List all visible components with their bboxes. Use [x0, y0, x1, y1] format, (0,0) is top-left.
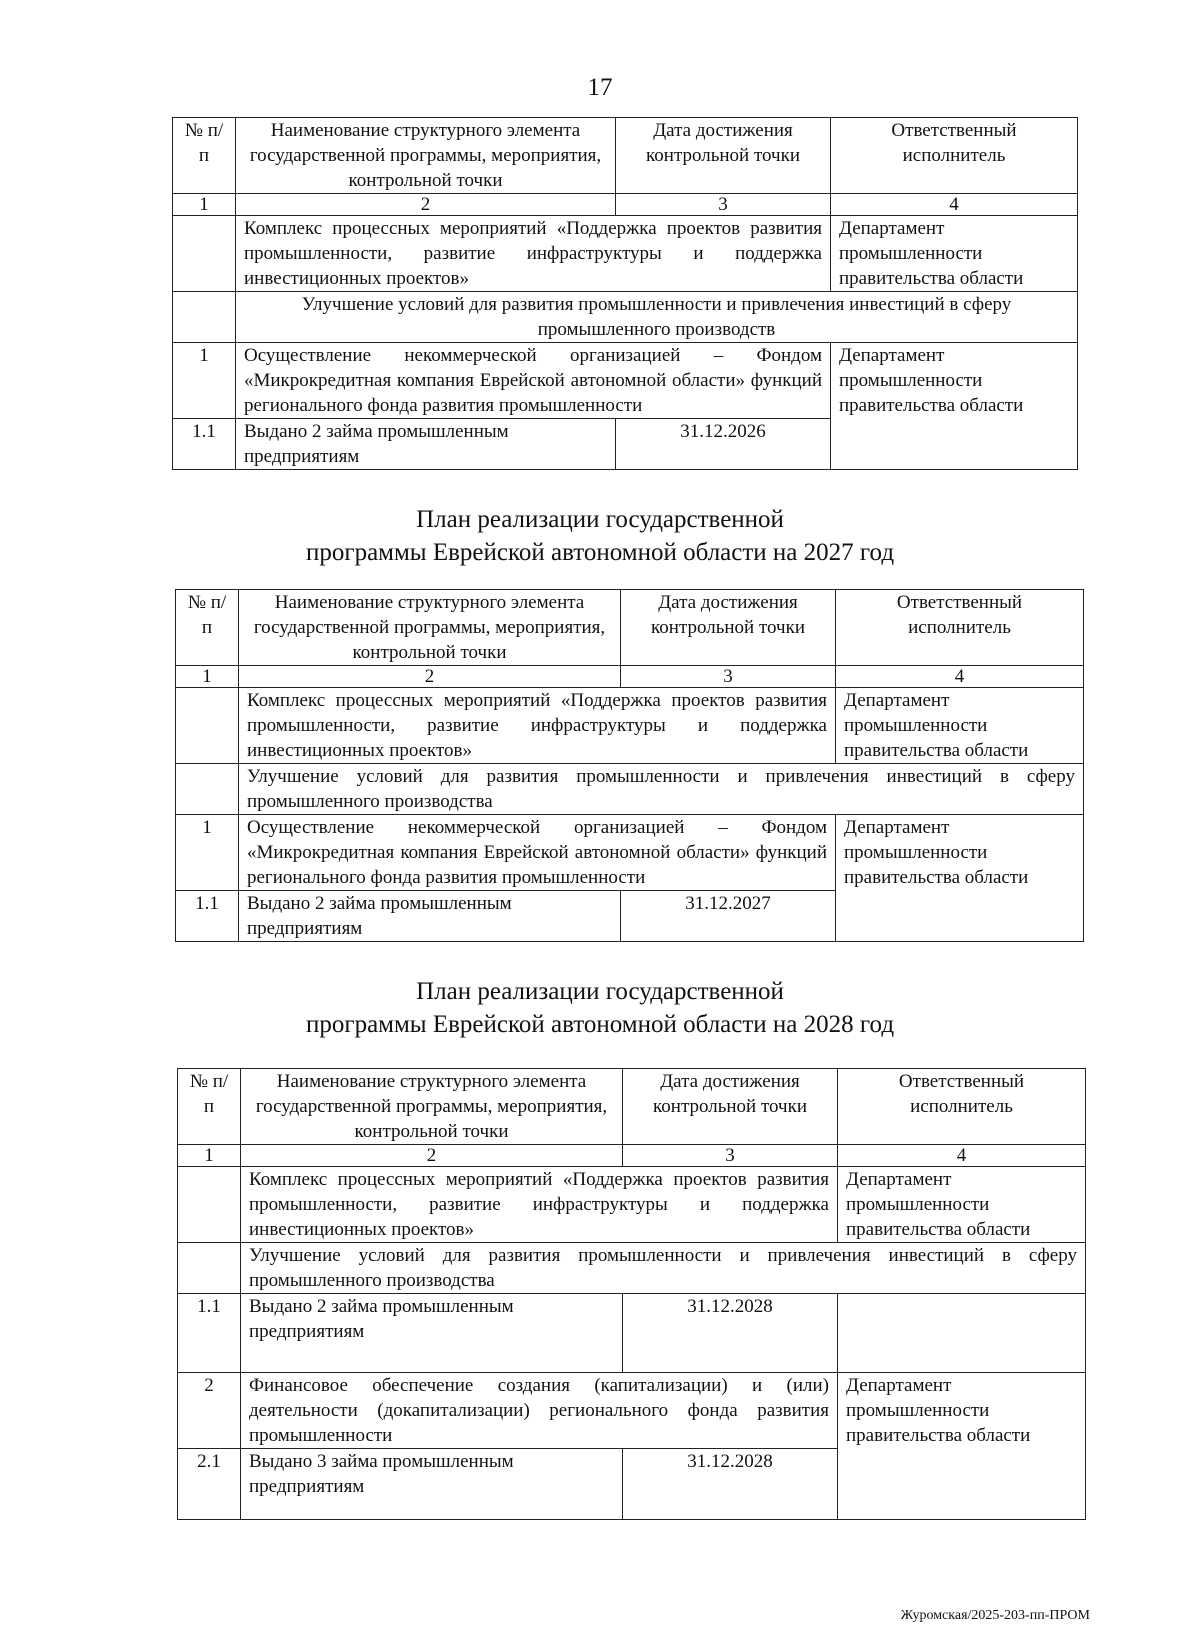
row-number: 1 [173, 343, 236, 419]
table-row [178, 1243, 1086, 1294]
header-date: Дата достижения контрольной точки [621, 590, 836, 666]
header-resp: Ответственный исполнитель [831, 118, 1078, 194]
heading-line: программы Еврейской автономной области на 2028 год [305, 1011, 895, 1038]
checkpoint-name: Выдано 2 займа промышленным предприятиям [236, 419, 616, 470]
index-cell: 1 [176, 666, 239, 688]
table-row [178, 1294, 1086, 1373]
activity-responsible: Департамент промышленности правительства области [838, 1373, 1086, 1520]
table-header-row [173, 118, 1078, 194]
index-cell: 2 [236, 194, 616, 216]
index-cell: 3 [616, 194, 831, 216]
index-cell: 4 [831, 194, 1078, 216]
checkpoint-date: 31.12.2028 [623, 1449, 838, 1520]
heading-line: программы Еврейской автономной области на 2027 год [305, 539, 895, 566]
activity-responsible: Департамент промышленности правительства области [831, 343, 1078, 470]
index-cell: 2 [239, 666, 621, 688]
index-cell: 3 [623, 1145, 838, 1167]
plan-heading-2028 [0, 975, 1200, 1041]
plan-heading-2027 [0, 503, 1200, 569]
task-name: Улучшение условий для развития промышленности и привлечения инвестиций в сферу промышленного производства [239, 764, 1084, 815]
row-number: 1.1 [173, 419, 236, 470]
row-number: 2 [178, 1373, 241, 1449]
complex-name: Комплекс процессных мероприятий «Поддержка проектов развития промышленности, развитие инфраструктуры и поддержка инвестиционных проектов» [241, 1167, 838, 1243]
complex-responsible: Департамент промышленности правительства области [831, 216, 1078, 292]
checkpoint-date: 31.12.2028 [623, 1294, 838, 1373]
header-name: Наименование структурного элемента государственной программы, мероприятия, контрольной точки [239, 590, 621, 666]
complex-responsible: Департамент промышленности правительства области [838, 1167, 1086, 1243]
table-row [176, 688, 1084, 764]
plan-table-2026 [172, 117, 1078, 470]
row-number: 1.1 [176, 891, 239, 942]
checkpoint-name: Выдано 2 займа промышленным предприятиям [241, 1294, 623, 1373]
checkpoint-date: 31.12.2026 [616, 419, 831, 470]
index-cell: 4 [838, 1145, 1086, 1167]
header-num: № п/п [173, 118, 236, 194]
complex-name: Комплекс процессных мероприятий «Поддержка проектов развития промышленности, развитие инфраструктуры и поддержка инвестиционных проектов» [239, 688, 836, 764]
table-row [176, 764, 1084, 815]
document-footer-code: Журомская/2025-203-пп-ПРОМ [900, 1608, 1090, 1623]
activity-responsible: Департамент промышленности правительства области [836, 815, 1084, 942]
header-resp: Ответственный исполнитель [836, 590, 1084, 666]
row-number: 1 [176, 815, 239, 891]
header-num: № п/п [178, 1069, 241, 1145]
row-number: 2.1 [178, 1449, 241, 1520]
checkpoint-name: Выдано 3 займа промышленным предприятиям [241, 1449, 623, 1520]
table-row [173, 292, 1078, 343]
complex-name: Комплекс процессных мероприятий «Поддержка проектов развития промышленности, развитие инфраструктуры и поддержка инвестиционных проектов» [236, 216, 831, 292]
index-cell: 1 [173, 194, 236, 216]
activity-name: Осуществление некоммерческой организацией – Фондом «Микрокредитная компания Еврейской автономной области» функций регионального фонда развития промышленности [236, 343, 831, 419]
header-num: № п/п [176, 590, 239, 666]
plan-table-2028 [177, 1068, 1086, 1520]
checkpoint-date: 31.12.2027 [621, 891, 836, 942]
index-cell: 4 [836, 666, 1084, 688]
complex-responsible: Департамент промышленности правительства области [836, 688, 1084, 764]
index-cell: 1 [178, 1145, 241, 1167]
task-name: Улучшение условий для развития промышленности и привлечения инвестиций в сферу промышленного производства [241, 1243, 1086, 1294]
heading-line: План реализации государственной [416, 506, 784, 533]
task-name: Улучшение условий для развития промышленности и привлечения инвестиций в сферу промышленного производств [236, 292, 1078, 343]
activity-name: Финансовое обеспечение создания (капитализации) и (или) деятельности (докапитализации) регионального фонда развития промышленности [241, 1373, 838, 1449]
header-name: Наименование структурного элемента государственной программы, мероприятия, контрольной точки [236, 118, 616, 194]
table-row [178, 1373, 1086, 1449]
activity-name: Осуществление некоммерческой организацией – Фондом «Микрокредитная компания Еврейской автономной области» функций регионального фонда развития промышленности [239, 815, 836, 891]
page-number: 17 [587, 74, 613, 101]
header-name: Наименование структурного элемента государственной программы, мероприятия, контрольной точки [241, 1069, 623, 1145]
plan-table-2027 [175, 589, 1084, 942]
table-row [173, 216, 1078, 292]
table-header-row [176, 590, 1084, 666]
table-index-row [178, 1145, 1086, 1167]
index-cell: 3 [621, 666, 836, 688]
table-row [173, 343, 1078, 419]
header-date: Дата достижения контрольной точки [616, 118, 831, 194]
heading-line: План реализации государственной [416, 978, 784, 1005]
header-resp: Ответственный исполнитель [838, 1069, 1086, 1145]
table-index-row [173, 194, 1078, 216]
header-date: Дата достижения контрольной точки [623, 1069, 838, 1145]
checkpoint-name: Выдано 2 займа промышленным предприятиям [239, 891, 621, 942]
table-index-row [176, 666, 1084, 688]
table-row [178, 1167, 1086, 1243]
table-row [176, 815, 1084, 891]
row-number: 1.1 [178, 1294, 241, 1373]
table-header-row [178, 1069, 1086, 1145]
index-cell: 2 [241, 1145, 623, 1167]
